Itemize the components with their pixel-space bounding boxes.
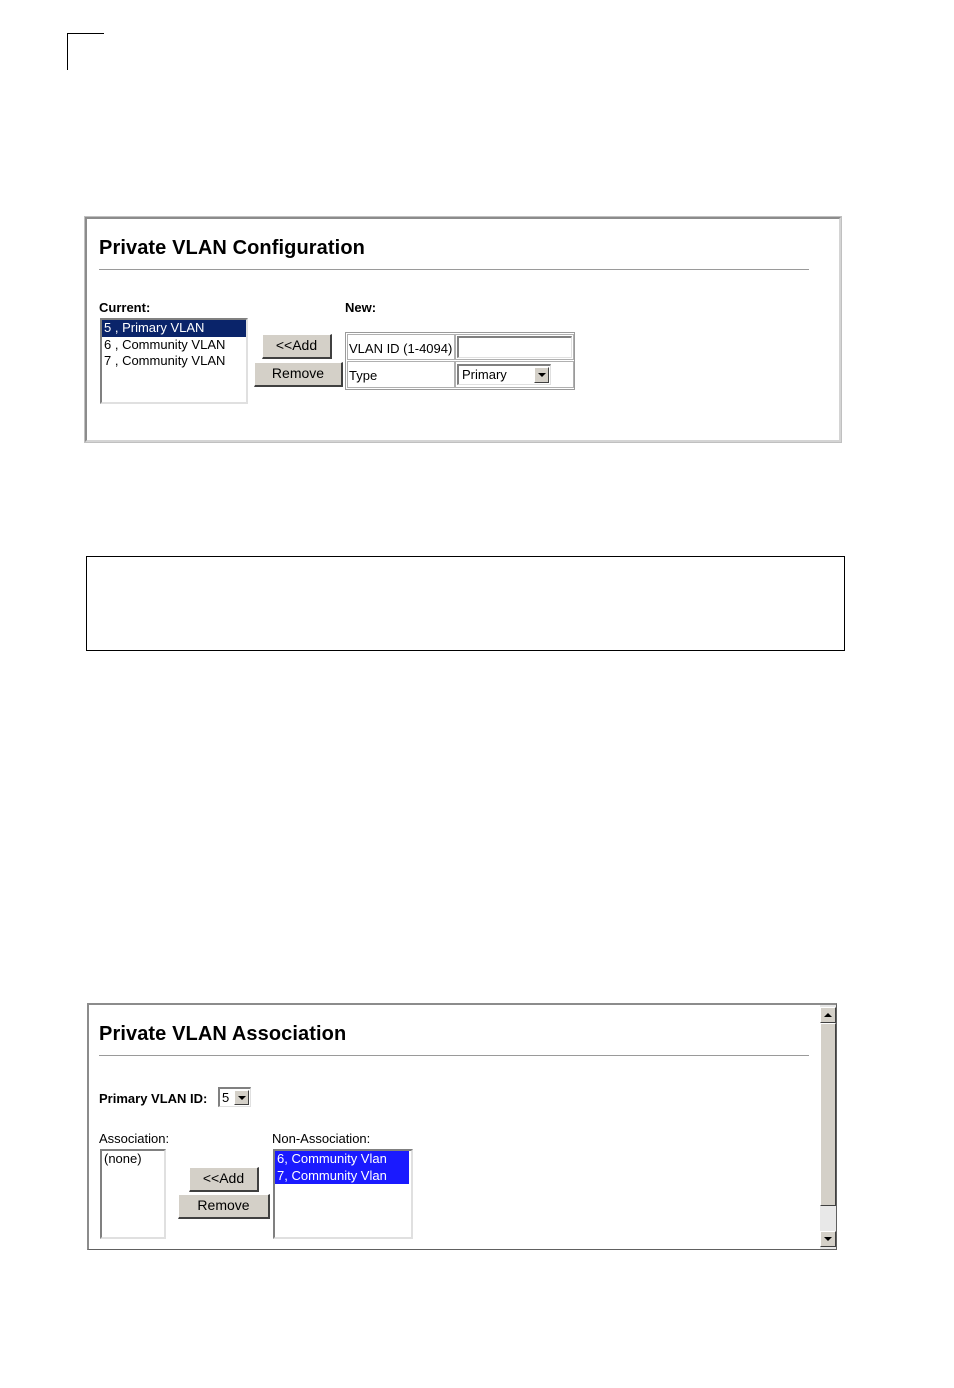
type-label: Type [349,368,378,383]
non-association-listbox[interactable] [273,1149,413,1239]
list-item[interactable]: (none) [104,1151,142,1166]
association-title: Private VLAN Association [99,1023,347,1045]
primary-vlan-id-select[interactable] [218,1087,251,1107]
association-label: Association: [99,1131,170,1146]
vlan-id-cell [347,334,455,360]
corner-crop-mark [67,33,104,70]
type-cell [347,361,455,388]
primary-vlan-id-label: Primary VLAN ID: [99,1091,208,1106]
title-divider [99,269,809,270]
scroll-thumb[interactable] [820,1023,836,1206]
title-divider [99,1055,809,1056]
remove-button[interactable]: Remove [254,362,343,387]
chevron-down-icon[interactable] [534,367,549,383]
type-select-cell [455,361,574,388]
list-item[interactable]: 6 , Community VLAN [104,336,226,352]
list-item[interactable]: 7 , Community VLAN [104,353,226,368]
page-title: Private VLAN Configuration [99,237,365,259]
scroll-up-icon[interactable] [820,1007,836,1023]
current-label: Current: [99,300,151,315]
chevron-down-icon[interactable] [234,1090,249,1105]
type-select[interactable] [457,364,551,385]
association-add-button[interactable]: <<Add [189,1167,259,1192]
note-box [86,556,845,651]
primary-vlan-id-value: 5 [222,1090,230,1105]
new-vlan-form [345,332,575,390]
non-association-label: Non-Association: [272,1131,371,1146]
type-select-value: Primary [462,367,507,382]
list-item[interactable]: 5 , Primary VLAN [102,320,246,337]
vlan-id-input-cell [455,334,574,360]
private-vlan-configuration-panel [85,217,841,442]
new-label: New: [345,300,377,315]
vlan-id-input[interactable] [457,336,572,358]
vlan-id-label: VLAN ID (1-4094) [349,341,453,356]
association-remove-button[interactable]: Remove [178,1194,270,1219]
private-vlan-association-panel [87,1003,837,1250]
scroll-down-icon[interactable] [820,1231,836,1247]
association-listbox[interactable] [100,1149,166,1239]
vertical-scrollbar[interactable] [820,1005,836,1249]
current-vlan-listbox[interactable] [100,318,248,404]
list-item[interactable]: 6, Community Vlan [275,1151,409,1168]
add-button[interactable]: <<Add [262,334,332,359]
list-item[interactable]: 7, Community Vlan [275,1168,409,1185]
